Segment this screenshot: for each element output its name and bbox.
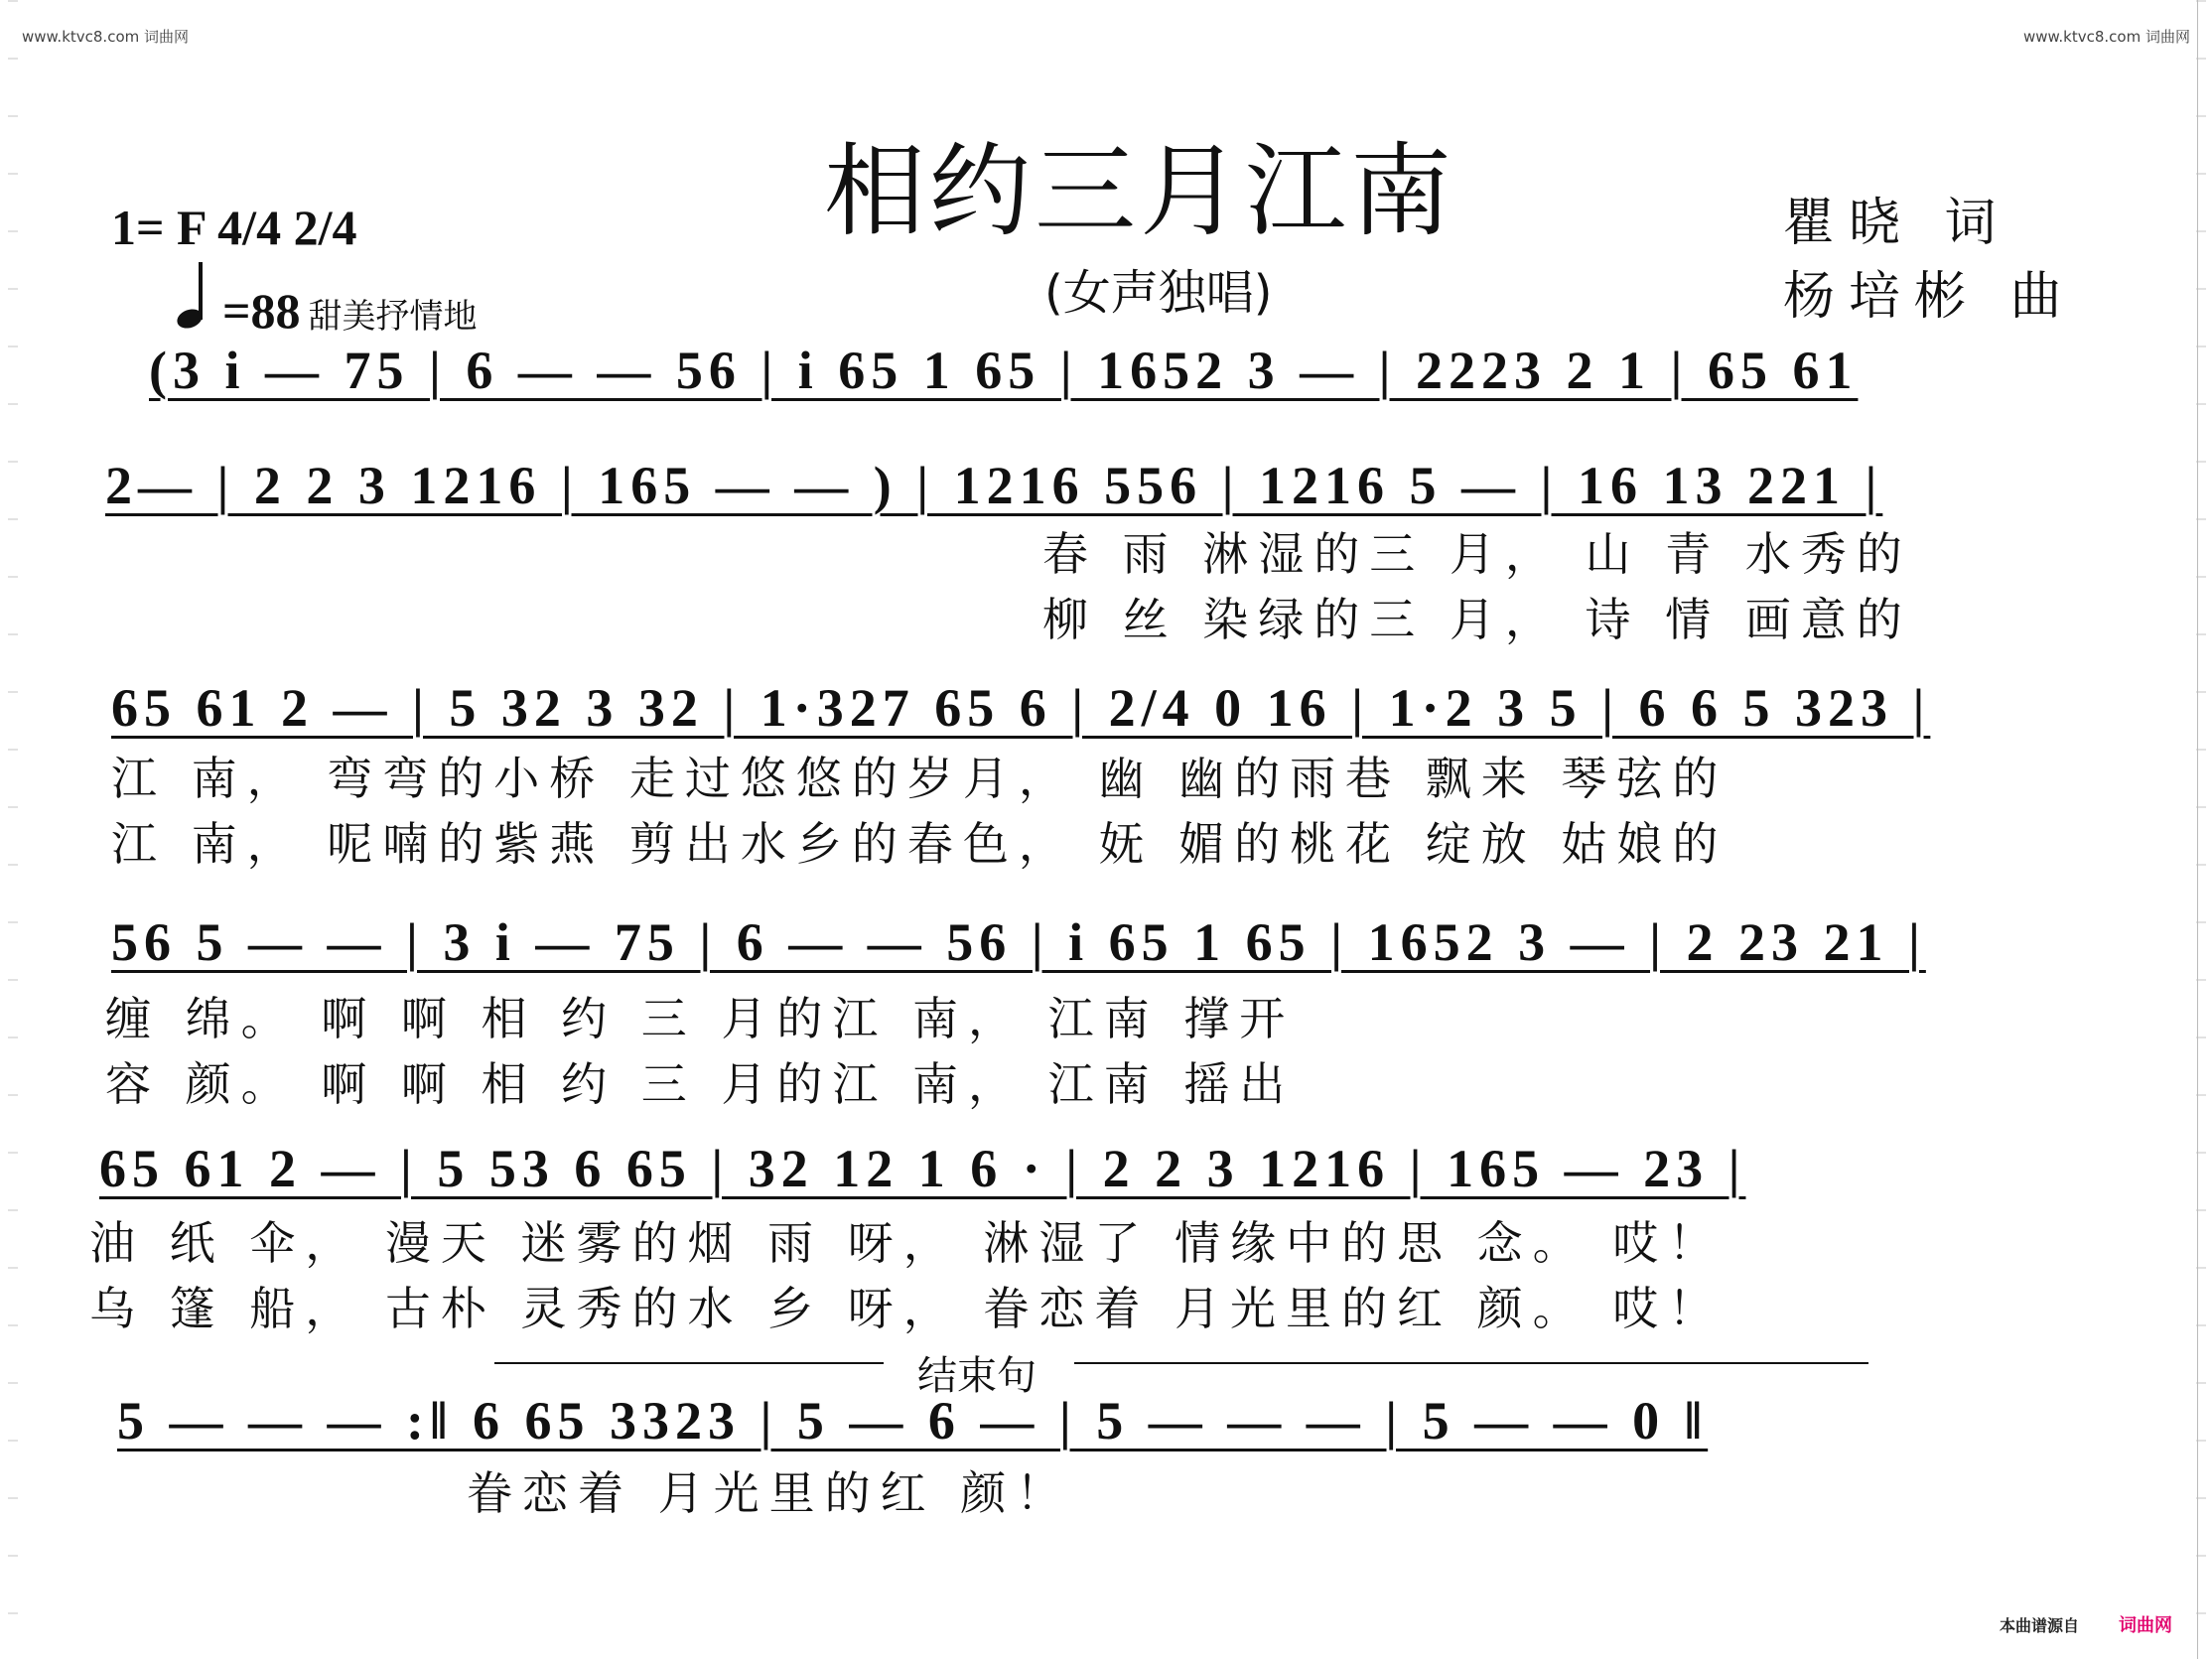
notation-line-4: 56 5 — — | 3 i — 75 | 6 — — 56 | i 65 1 65 | 1652 3 — | 2 23 21 | [111, 912, 1926, 972]
notation-line-2: 2— | 2 2 3 1216 | 165 — — ) | 1216 556 | 1216 5 — | 16 13 221 | [105, 456, 1883, 515]
lyric-line-3-verse-1: 江 南， 弯弯的小桥 走过悠悠的岁月， 幽 幽的雨巷 飘来 琴弦的 [111, 752, 1728, 805]
tempo-expression: 甜美抒情地 [308, 297, 478, 337]
lyric-line-5-verse-2: 乌 篷 船， 古朴 灵秀的水 乡 呀， 眷恋着 月光里的红 颜。 哎！ [89, 1282, 1725, 1335]
footer-source: 本曲谱源自 [1999, 1616, 2079, 1635]
composer-credit: 杨培彬 曲 [1783, 267, 2076, 327]
credits [1783, 187, 2076, 334]
quarter-note-icon [177, 264, 216, 328]
coda-label: 结束句 [907, 1344, 1046, 1401]
footer-brand[interactable]: 词曲网 [2119, 1615, 2172, 1636]
lyric-line-4-verse-1: 缠 绵。 啊 啊 相 约 三 月的江 南， 江南 撑开 [105, 992, 1296, 1045]
left-margin-watermark [8, 0, 18, 1659]
page-edge-line [2197, 0, 2198, 1659]
watermark-left: www.ktvc8.com 词曲网 [22, 28, 190, 46]
notation-line-1: (3 i — 75 | 6 — — 56 | i 65 1 65 | 1652 3 — | 2223 2 1 | 65 61 [149, 341, 1859, 400]
lyric-line-5-verse-1: 油 纸 伞， 漫天 迷雾的烟 雨 呀， 淋湿了 情缘中的思 念。 哎！ [89, 1216, 1725, 1270]
notation-line-5: 65 61 2 — | 5 53 6 65 | 32 12 1 6 · | 2 2 3 1216 | 165 — 23 | [99, 1139, 1746, 1198]
lyric-line-6: 眷恋着 月光里的红 颜！ [467, 1466, 1072, 1520]
coda-rule-left [494, 1362, 884, 1364]
watermark-right: www.ktvc8.com 词曲网 [2022, 28, 2190, 46]
footer [2000, 1611, 2172, 1637]
notation-line-6: 5 — — — :‖ 6 65 3323 | 5 — 6 — | 5 — — — | 5 — — 0 ‖ [117, 1391, 1709, 1451]
song-subtitle: (女声独唱) [1044, 265, 1273, 321]
lyric-line-2-verse-1: 春 雨 淋湿的三 月， 山 青 水秀的 [1042, 527, 1912, 581]
lyricist-credit: 瞿晓 词 [1783, 194, 2010, 253]
lyric-line-3-verse-2: 江 南， 呢喃的紫燕 剪出水乡的春色， 妩 媚的桃花 绽放 姑娘的 [111, 817, 1728, 871]
key-signature: 1= F 4/4 2/4 [111, 200, 357, 255]
lyric-line-4-verse-2: 容 颜。 啊 啊 相 约 三 月的江 南， 江南 摇出 [105, 1057, 1296, 1111]
tempo-bpm: =88 [222, 283, 301, 339]
lyric-line-2-verse-2: 柳 丝 染绿的三 月， 诗 情 画意的 [1042, 593, 1912, 646]
coda-rule-right [1074, 1362, 1868, 1364]
tempo-marking [177, 264, 478, 340]
notation-line-3: 65 61 2 — | 5 32 3 32 | 1·327 65 6 | 2/4 0 16 | 1·2 3 5 | 6 6 5 323 | [111, 678, 1931, 738]
song-title: 相约三月江南 [824, 133, 1455, 251]
